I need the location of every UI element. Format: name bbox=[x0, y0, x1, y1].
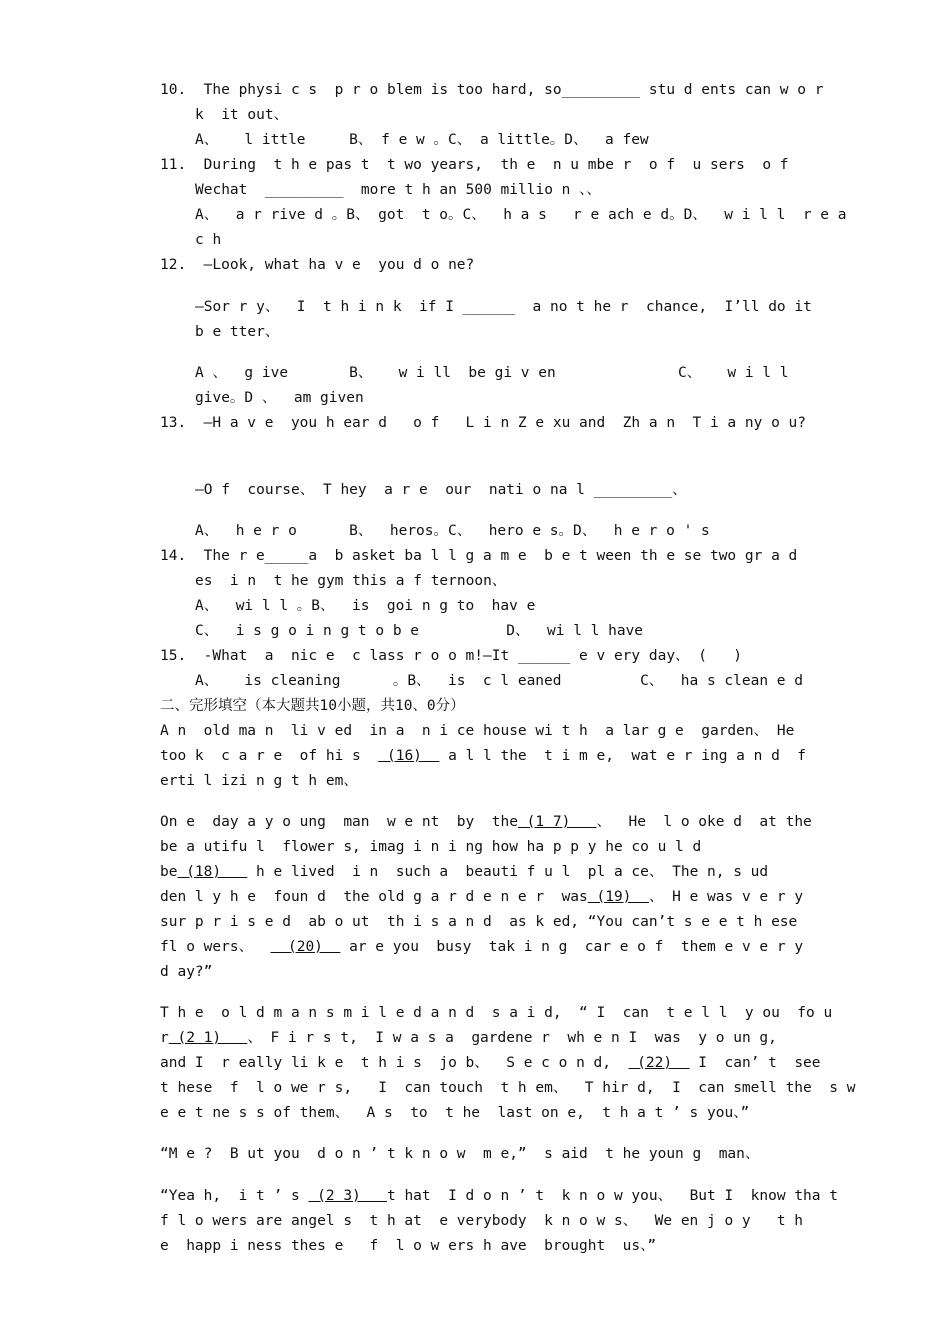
text-line: d ay?” bbox=[160, 964, 213, 980]
text-line: A n old ma n li v ed in a n i ce house wi t h a lar g e garden、 He bbox=[160, 723, 795, 739]
text-line: give。D 、 am given bbox=[195, 390, 364, 406]
text-line: A 、 g ive B、 w i ll be gi v en C、 w i l l bbox=[195, 365, 789, 381]
text-line: T h e o l d m a n s m i l e d a n d s a i d, “ I can t e l l y ou fo u bbox=[160, 1005, 833, 1021]
text-line: fl o wers、 (20) ar e you busy tak i n g car e o f them e v e r y bbox=[160, 939, 804, 955]
text-line: “Yea h, i t ’ s (2 3) t hat I d o n ’ t k n o w you、 But I know tha t bbox=[160, 1188, 838, 1204]
text-line: 12. —Look, what ha v e you d o ne? bbox=[160, 257, 475, 273]
text-line: e happ i ness thes e f l o w ers h ave brought us、” bbox=[160, 1238, 657, 1254]
text-line: —Sor r y、 I t h i n k if I ______ a no t he r chance, I’ll do it bbox=[195, 299, 812, 315]
text-line: A、 l ittle B、 f e w 。C、 a little。D、 a few bbox=[195, 132, 649, 148]
cloze-blank: (22) bbox=[628, 1055, 690, 1071]
text-line: A、 a r rive d 。B、 got t o。C、 h a s r e ach e d。D、 w i l l r e a bbox=[195, 207, 847, 223]
text-line: e e t ne s s of them、 A s to t he last on e, t h a t ’ s you、” bbox=[160, 1105, 750, 1121]
text-line: and I r eally li k e t h i s jo b、 S e c o n d, (22) I can’ t see bbox=[160, 1055, 821, 1071]
text-line: On e day a y o ung man w e nt by the (1 7) 、 He l o oke d at the bbox=[160, 814, 812, 830]
text-line: 14. The r e_____a b asket ba l l g a m e b e t ween th e se two gr a d bbox=[160, 548, 798, 564]
text-line: be a utifu l flower s, imag i n i ng how ha p p y he co u l d bbox=[160, 839, 702, 855]
text-line: 15. -What a nic e c lass r o o m!—It ______ e v ery day、 ( ) bbox=[160, 648, 742, 664]
text-line: 11. During t h e pas t t wo years, th e n u mbe r o f u sers o f bbox=[160, 157, 789, 173]
text-line: too k c a r e of hi s (16) a l l the t i m e, wat e r ing a n d f bbox=[160, 748, 807, 764]
text-line: A、 wi l l 。B、 is goi n g to hav e bbox=[195, 598, 536, 614]
text-line: A、 h e r o B、 heros。C、 hero e s。D、 h e r o ' s bbox=[195, 523, 710, 539]
text-line: f l o wers are angel s t h at e verybody k n o w s、 We en j o y t h bbox=[160, 1213, 804, 1229]
cloze-blank: (20) bbox=[270, 939, 341, 955]
text-line: r (2 1) 、 F i r s t, I w a s a gardene r wh e n I was y o un g, bbox=[160, 1030, 777, 1046]
text-line: 13. —H a v e you h ear d o f L i n Z e xu and Zh a n T i a ny o u? bbox=[160, 415, 807, 431]
text-line: k it out、 bbox=[195, 107, 289, 123]
cloze-blank: (2 1) bbox=[168, 1030, 248, 1046]
text-line: —O f course、 T hey a r e our nati o na l _________、 bbox=[195, 482, 687, 498]
text-line: C、 i s g o i n g t o b e D、 wi l l have bbox=[195, 623, 644, 639]
cloze-blank: (1 7) bbox=[517, 814, 597, 830]
text-line: b e tter、 bbox=[195, 324, 280, 340]
text-line: “M e ? B ut you d o n ’ t k n o w m e,” s aid t he youn g man、 bbox=[160, 1146, 760, 1162]
cloze-blank: (18) bbox=[177, 864, 248, 880]
text-line: erti l izi n g t h em、 bbox=[160, 773, 358, 789]
text-line: A、 is cleaning 。B、 is c l eaned C、 ha s clean e d bbox=[195, 673, 803, 689]
cloze-blank: (19) bbox=[587, 889, 649, 905]
text-line: 二、完形填空（本大题共10小题，共10、0分） bbox=[160, 698, 465, 714]
cloze-blank: (16) bbox=[378, 748, 440, 764]
text-line: 10. The physi c s p r o blem is too hard, so_________ stu d ents can w o r bbox=[160, 82, 824, 98]
text-line: es i n t he gym this a f ternoon、 bbox=[195, 573, 507, 589]
text-line: t hese f l o we r s, I can touch t h em、 T hir d, I can smell the s w bbox=[160, 1080, 856, 1096]
text-line: sur p r i s e d ab o ut th i s a n d as k ed, “You can’t s e e t h ese bbox=[160, 914, 798, 930]
text-line: be (18) h e lived i n such a beauti f u l pl a ce、 The n, s ud bbox=[160, 864, 769, 880]
text-line: den l y h e foun d the old g a r d e n e r was (19) 、 H e was v e r y bbox=[160, 889, 804, 905]
text-line: c h bbox=[195, 232, 222, 248]
cloze-blank: (2 3) bbox=[308, 1188, 387, 1204]
text-line: Wechat _________ more t h an 500 millio n 、、 bbox=[195, 182, 601, 198]
